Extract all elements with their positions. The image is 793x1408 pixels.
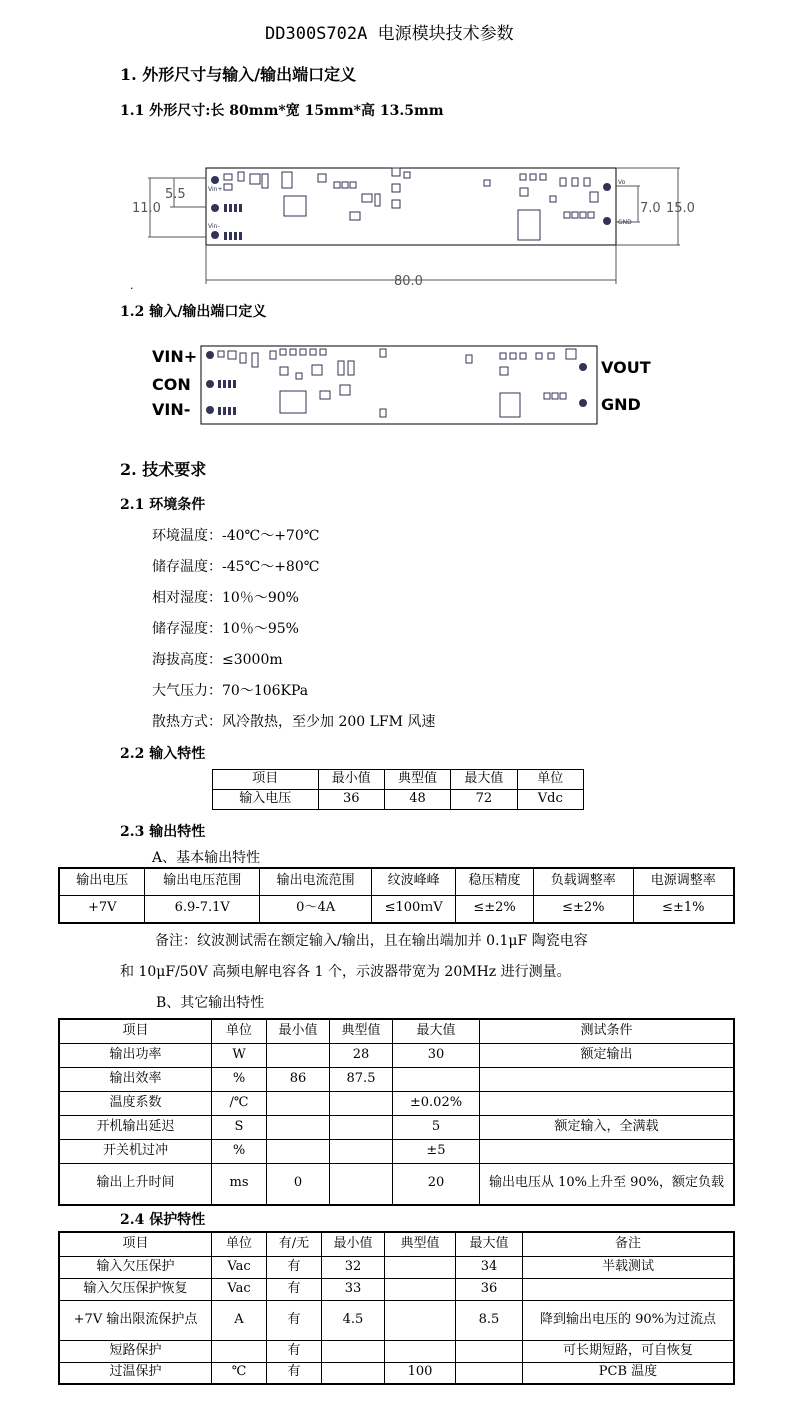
- table-cell: ±0.02%: [393, 1091, 480, 1115]
- table-cell: 36: [318, 790, 384, 810]
- pin-vin-minus-label: Vin-: [208, 223, 220, 230]
- table-cell: 34: [456, 1256, 523, 1278]
- table-cell: [385, 1278, 456, 1300]
- table-cell: 有: [267, 1278, 322, 1300]
- table-cell: 有: [267, 1362, 322, 1384]
- table-cell: [385, 1340, 456, 1362]
- header-cell: 输出电压: [59, 868, 145, 895]
- section-1-heading: 1. 外形尺寸与输入/输出端口定义: [120, 65, 357, 84]
- env-item: 大气压力：70～106KPa: [152, 683, 309, 699]
- table-cell: [267, 1091, 330, 1115]
- header-cell: 最大值: [393, 1019, 480, 1043]
- table-cell: 降到输出电压的 90%为过流点: [523, 1300, 735, 1340]
- table-cell: 过温保护: [59, 1362, 212, 1384]
- pin-vin-plus-label: Vin+: [208, 186, 223, 193]
- header-cell: 单位: [517, 770, 584, 790]
- table-cell: [330, 1163, 393, 1205]
- env-item: 储存温度：-45℃～+80℃: [152, 559, 320, 575]
- table-cell: ≤±2%: [456, 895, 534, 923]
- port-vin-plus-label: VIN+: [152, 347, 198, 366]
- table-cell: 输出功率: [59, 1043, 212, 1067]
- table-cell: [267, 1115, 330, 1139]
- table-cell: [480, 1067, 735, 1091]
- table-cell: 输出效率: [59, 1067, 212, 1091]
- table-cell: ±5: [393, 1139, 480, 1163]
- port-board: [200, 345, 598, 427]
- protection-heading: 2.4 保护特性: [120, 1212, 206, 1228]
- pin-vo-label: Vo: [618, 179, 626, 186]
- header-cell: 稳压精度: [456, 868, 534, 895]
- table-cell: [480, 1139, 735, 1163]
- table-cell: 36: [456, 1278, 523, 1300]
- basic-output-table: [58, 867, 735, 924]
- header-cell: 典型值: [384, 770, 450, 790]
- table-cell: 有: [267, 1300, 322, 1340]
- table-cell: 72: [451, 790, 517, 810]
- section-2-heading: 2. 技术要求: [120, 460, 207, 479]
- header-cell: 负载调整率: [534, 868, 633, 895]
- table-cell: ≤±1%: [633, 895, 734, 923]
- dimension-drawing: [120, 160, 720, 290]
- header-cell: 最小值: [318, 770, 384, 790]
- table-cell: A: [212, 1300, 267, 1340]
- table-cell: ms: [212, 1163, 267, 1205]
- header-cell: 输出电流范围: [260, 868, 372, 895]
- table-cell: 额定输入，全满载: [480, 1115, 735, 1139]
- table-cell: [385, 1300, 456, 1340]
- port-vout-label: VOUT: [601, 358, 651, 377]
- table-cell: 8.5: [456, 1300, 523, 1340]
- table-cell: 可长期短路，可自恢复: [523, 1340, 735, 1362]
- dim-5-5-label: 5.5: [165, 187, 186, 202]
- note-line-2: 和 10μF/50V 高频电解电容各 1 个，示波器带宽为 20MHz 进行测量。: [120, 964, 571, 980]
- table-cell: 半载测试: [523, 1256, 735, 1278]
- header-cell: 单位: [212, 1019, 267, 1043]
- table-cell: 开机输出延迟: [59, 1115, 212, 1139]
- env-item: 海拔高度：≤3000m: [152, 652, 283, 668]
- table-cell: 32: [322, 1256, 385, 1278]
- table-cell: [480, 1091, 735, 1115]
- table-cell: 48: [384, 790, 450, 810]
- table-cell: %: [212, 1067, 267, 1091]
- table-cell: 0: [267, 1163, 330, 1205]
- table-cell: 额定输出: [480, 1043, 735, 1067]
- pin-gnd-label: GND: [618, 219, 632, 226]
- table-cell: 开关机过冲: [59, 1139, 212, 1163]
- table-cell: [267, 1139, 330, 1163]
- table-cell: Vdc: [517, 790, 584, 810]
- port-vin-minus-label: VIN-: [152, 400, 191, 419]
- dim-11-0-label: 11.0: [132, 201, 161, 216]
- env-item: 散热方式：风冷散热，至少加 200 LFM 风速: [152, 714, 436, 730]
- table-cell: [212, 1340, 267, 1362]
- dim-80-0-label: 80.0: [394, 274, 423, 289]
- table-cell: Vac: [212, 1256, 267, 1278]
- header-cell: 输出电压范围: [145, 868, 260, 895]
- note-line-1: 备注：纹波测试需在额定输入/输出，且在输出端加并 0.1μF 陶瓷电容: [155, 933, 588, 949]
- environment-heading: 2.1 环境条件: [120, 497, 206, 513]
- table-cell: 6.9-7.1V: [145, 895, 260, 923]
- table-cell: S: [212, 1115, 267, 1139]
- table-cell: Vac: [212, 1278, 267, 1300]
- table-cell: 温度系数: [59, 1091, 212, 1115]
- basic-output-caption: A、基本输出特性: [152, 850, 261, 866]
- env-item: 相对湿度：10％～90%: [152, 590, 299, 606]
- table-cell: [330, 1091, 393, 1115]
- table-cell: ≤±2%: [534, 895, 633, 923]
- header-cell: 有/无: [267, 1232, 322, 1256]
- protection-table: [58, 1231, 735, 1385]
- table-cell: 有: [267, 1256, 322, 1278]
- table-cell: 输出上升时间: [59, 1163, 212, 1205]
- header-cell: 项目: [213, 770, 319, 790]
- table-cell: 28: [330, 1043, 393, 1067]
- table-cell: /℃: [212, 1091, 267, 1115]
- dim-7-0-label: 7.0: [640, 201, 661, 216]
- table-cell: 86: [267, 1067, 330, 1091]
- header-cell: 项目: [59, 1019, 212, 1043]
- output-heading: 2.3 输出特性: [120, 824, 206, 840]
- table-cell: 33: [322, 1278, 385, 1300]
- page-title: DD300S702A 电源模块技术参数: [265, 24, 514, 44]
- table-cell: [322, 1340, 385, 1362]
- header-cell: 备注: [523, 1232, 735, 1256]
- table-cell: [385, 1256, 456, 1278]
- header-cell: 单位: [212, 1232, 267, 1256]
- table-cell: 20: [393, 1163, 480, 1205]
- input-table: [212, 769, 584, 810]
- port-gnd-label: GND: [601, 395, 641, 414]
- header-cell: 纹波峰峰: [372, 868, 456, 895]
- table-cell: PCB 温度: [523, 1362, 735, 1384]
- stray-dot: .: [130, 279, 134, 292]
- header-cell: 典型值: [330, 1019, 393, 1043]
- table-cell: 5: [393, 1115, 480, 1139]
- table-cell: 输入欠压保护: [59, 1256, 212, 1278]
- table-cell: 87.5: [330, 1067, 393, 1091]
- header-cell: 最小值: [267, 1019, 330, 1043]
- dimensions-heading: 1.1 外形尺寸:长 80mm*宽 15mm*高 13.5mm: [120, 103, 444, 119]
- table-cell: [523, 1278, 735, 1300]
- env-item: 环境温度：-40℃～+70℃: [152, 528, 320, 544]
- table-cell: 30: [393, 1043, 480, 1067]
- table-cell: +7V: [59, 895, 145, 923]
- table-cell: [456, 1362, 523, 1384]
- table-cell: [322, 1362, 385, 1384]
- port-con-label: CON: [152, 375, 191, 394]
- table-cell: [267, 1043, 330, 1067]
- table-cell: 短路保护: [59, 1340, 212, 1362]
- table-cell: [456, 1340, 523, 1362]
- dim-15-0-label: 15.0: [666, 201, 695, 216]
- header-cell: 电源调整率: [633, 868, 734, 895]
- table-cell: ≤100ｍV: [372, 895, 456, 923]
- table-cell: 输入欠压保护恢复: [59, 1278, 212, 1300]
- header-cell: 典型值: [385, 1232, 456, 1256]
- table-cell: [330, 1139, 393, 1163]
- table-cell: 输入电压: [213, 790, 319, 810]
- header-cell: 项目: [59, 1232, 212, 1256]
- env-item: 储存湿度：10％～95%: [152, 621, 299, 637]
- header-cell: 最小值: [322, 1232, 385, 1256]
- table-cell: [393, 1067, 480, 1091]
- table-cell: 4.5: [322, 1300, 385, 1340]
- table-cell: %: [212, 1139, 267, 1163]
- table-cell: ℃: [212, 1362, 267, 1384]
- table-cell: W: [212, 1043, 267, 1067]
- table-cell: 有: [267, 1340, 322, 1362]
- table-cell: 100: [385, 1362, 456, 1384]
- input-heading: 2.2 输入特性: [120, 746, 206, 762]
- other-output-caption: B、其它输出特性: [156, 995, 265, 1011]
- header-cell: 测试条件: [480, 1019, 735, 1043]
- other-output-table: [58, 1018, 735, 1206]
- table-cell: 0～4A: [260, 895, 372, 923]
- header-cell: 最大值: [451, 770, 517, 790]
- port-definition-heading: 1.2 输入/输出端口定义: [120, 304, 267, 320]
- header-cell: 最大值: [456, 1232, 523, 1256]
- table-cell: +7V 输出限流保护点: [59, 1300, 212, 1340]
- table-cell: 输出电压从 10%上升至 90%，额定负载: [480, 1163, 735, 1205]
- table-cell: [330, 1115, 393, 1139]
